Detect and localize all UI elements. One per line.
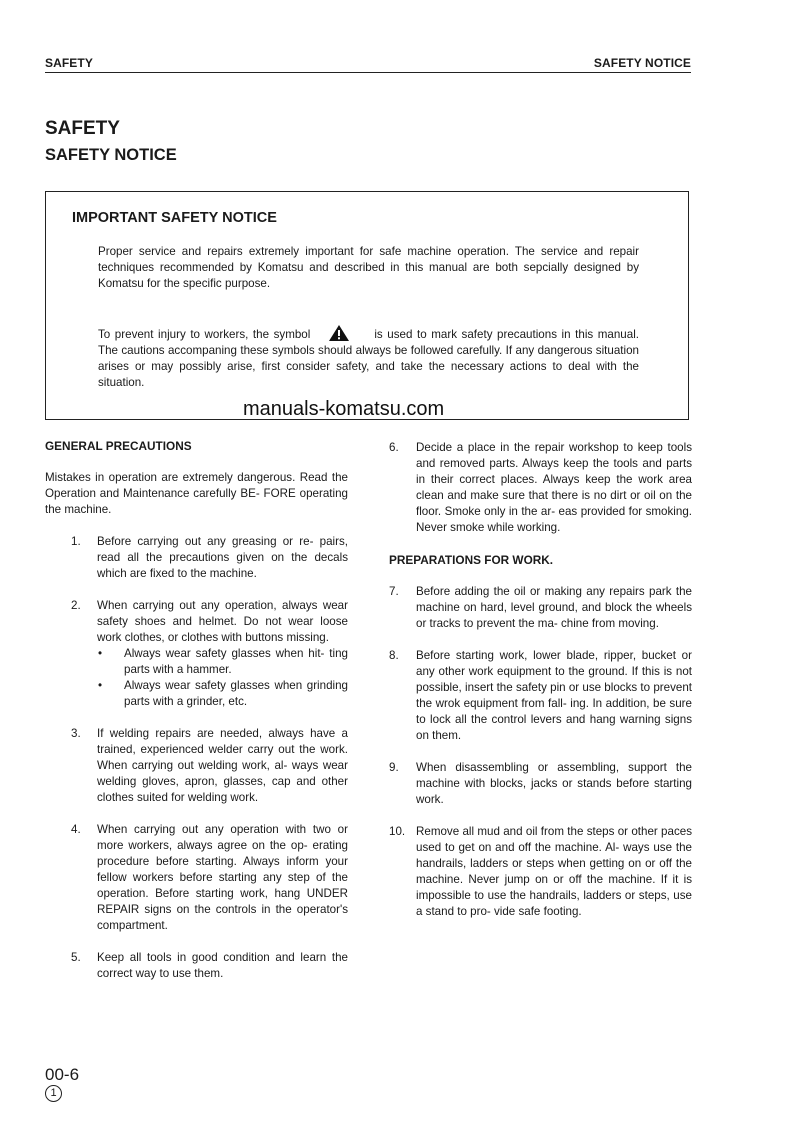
item-number: 2. xyxy=(71,599,81,612)
item-text: When carrying out any operation with two or more workers, always agree on the op- erating procedure before starting. Always inform your fellow workers before starting any step of the operation. Before starting work, hang UNDER REPAIR signs on the controls in the operator's compartment. xyxy=(97,823,348,932)
item-text: When carrying out any operation, always wear safety shoes and helmet. Do not wear loose work clothes, or clothes with buttons missing. xyxy=(97,599,348,644)
notice-paragraph-1: Proper service and repairs extremely important for safe machine operation. The service and repair techniques recommended by Komatsu and described in this manual are both sepcially designed by Komatsu for the specific purpose. xyxy=(98,245,639,290)
notice-title: IMPORTANT SAFETY NOTICE xyxy=(72,210,277,226)
list-item xyxy=(45,598,348,710)
page-number: 00-6 xyxy=(45,1065,80,1084)
item-number: 6. xyxy=(389,441,399,454)
bullet-dot: • xyxy=(98,679,103,692)
list-item xyxy=(45,726,348,806)
list-item xyxy=(45,950,348,982)
item-text: Before carrying out any greasing or re- pairs, read all the precautions given on the decals which are fixed to the machine. xyxy=(97,535,348,580)
item-number: 7. xyxy=(389,585,399,598)
notice-paragraph-2 xyxy=(98,324,639,391)
item-number: 5. xyxy=(71,951,81,964)
bullet-dot: • xyxy=(98,647,103,660)
item-number: 1. xyxy=(71,535,81,548)
item-number: 9. xyxy=(389,761,399,774)
bullet-item xyxy=(97,646,348,678)
general-intro-paragraph: Mistakes in operation are extremely dangerous. Read the Operation and Maintenance carefully BE- FORE operating the machine. xyxy=(45,471,348,516)
general-precautions-heading: GENERAL PRECAUTIONS xyxy=(45,439,192,453)
bullet-item xyxy=(97,678,348,710)
running-header-right: SAFETY NOTICE xyxy=(593,56,691,70)
left-column xyxy=(45,438,348,982)
item-text: If welding repairs are needed, always have a trained, experienced welder carry out the work. When carrying out welding work, al- ways wear welding gloves, apron, glasses, cap and other clothes suited for welding work. xyxy=(97,727,348,804)
item-number: 10. xyxy=(389,825,406,838)
item-text: Decide a place in the repair workshop to keep tools and removed parts. Always keep the tools and parts in their correct places. Always keep the work area clean and make sure that there is no dirt or oil on the floor. Smoke only in the ar- eas provided for smoking. Never smoke while working. xyxy=(416,441,692,534)
list-item xyxy=(389,648,692,744)
item-text: Before starting work, lower blade, ripper, bucket or any other work equipment to the ground. If this is not possible, insert the safety pin or use blocks to prevent the wrok equipment from fall- ing. In addition, be sure to lock all the control levers and hang warning signs on them. xyxy=(416,649,692,742)
page-subtitle: SAFETY NOTICE xyxy=(45,146,177,164)
bullet-text: Always wear safety glasses when grinding parts with a grinder, etc. xyxy=(124,679,348,708)
list-item xyxy=(389,584,692,632)
item-text: When disassembling or assembling, support the machine with blocks, jacks or stands before starting work. xyxy=(416,761,692,806)
important-notice-box xyxy=(45,191,689,420)
running-header-left: SAFETY xyxy=(45,56,93,70)
right-column xyxy=(389,440,692,920)
item-number: 3. xyxy=(71,727,81,740)
item-number: 8. xyxy=(389,649,399,662)
warning-triangle-icon xyxy=(328,324,350,342)
list-item xyxy=(389,824,692,920)
list-item xyxy=(389,440,692,536)
preparations-heading: PREPARATIONS FOR WORK. xyxy=(389,553,554,567)
watermark-text: manuals-komatsu.com xyxy=(243,398,445,420)
list-item xyxy=(45,822,348,934)
item-number: 4. xyxy=(71,823,81,836)
bullet-text: Always wear safety glasses when hit- ting parts with a hammer. xyxy=(124,647,348,676)
notice-paragraph-2-before: To prevent injury to workers, the symbol xyxy=(98,328,311,341)
list-item xyxy=(45,534,348,582)
revision-mark: 1 xyxy=(45,1085,62,1102)
item-text: Remove all mud and oil from the steps or other paces used to get on and off the machine. Al- ways use the handrails, ladders or steps when getting on or off the machine. Never jump on or off the machine. If it is impossible to use the handrails, ladders or steps, use a stand to pro- vide safe footing. xyxy=(416,825,692,918)
list-item xyxy=(389,760,692,808)
item-text: Keep all tools in good condition and learn the correct way to use them. xyxy=(97,951,348,980)
notice-paragraph-2-after: is used to mark safety precautions in this manual. The cautions accompaning these symbols should always be followed carefully. If any dangerous situation arises or may possibly arise, first consider safety, and take the necessary actions to deal with the situation. xyxy=(98,328,639,389)
page-title: SAFETY xyxy=(45,118,120,139)
header-rule xyxy=(45,72,691,73)
item-text: Before adding the oil or making any repairs park the machine on hard, level ground, and block the wheels or tracks to prevent the ma- chine from moving. xyxy=(416,585,692,630)
